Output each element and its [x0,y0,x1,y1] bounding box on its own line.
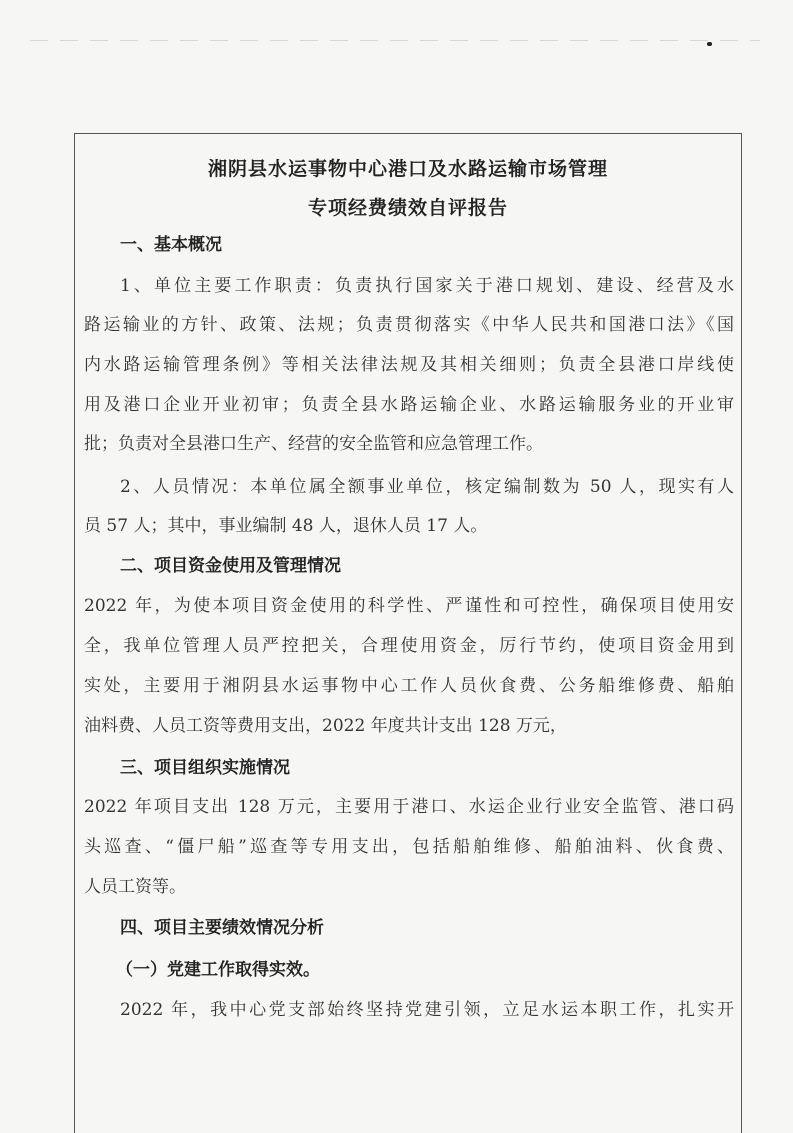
paragraph-line: 内水路运输管理条例》等相关法律法规及其相关细则；负责全县港口岸线使 [84,355,734,375]
section-heading-performance-analysis: 四、项目主要绩效情况分析 [120,918,324,938]
paragraph-line: 全，我单位管理人员严控把关，合理使用资金，厉行节约，使项目资金用到 [84,636,734,656]
document-title-line-1: 湘阴县水运事物中心港口及水路运输市场管理 [207,158,608,180]
section-heading-implementation: 三、项目组织实施情况 [120,758,290,778]
paragraph-line: 头巡查、“僵尸船”巡查等专用支出，包括船舶维修、船舶油料、伙食费、 [84,837,734,857]
paragraph-line: 2022 年项目支出 128 万元，主要用于港口、水运企业行业安全监管、港口码 [84,797,734,817]
section-heading-basic-overview: 一、基本概况 [120,235,222,255]
paragraph-line: 实处，主要用于湘阴县水运事物中心工作人员伙食费、公务船维修费、船舶 [84,676,734,696]
document-title-line-2: 专项经费绩效自评报告 [307,197,508,219]
paragraph-line: 批；负责对全县港口生产、经营的安全监管和应急管理工作。 [84,434,543,454]
paragraph-line: 1、单位主要工作职责：负责执行国家关于港口规划、建设、经营及水 [120,276,734,296]
paragraph-line: 2022 年，为使本项目资金使用的科学性、严谨性和可控性，确保项目使用安 [84,596,734,616]
paragraph-line: 员 57 人；其中，事业编制 48 人，退休人员 17 人。 [84,516,488,536]
scan-artifact-dot [707,42,712,46]
section-heading-fund-usage: 二、项目资金使用及管理情况 [120,556,341,576]
paragraph-line: 用及港口企业开业初审；负责全县水路运输企业、水路运输服务业的开业审 [84,395,734,415]
paragraph-line: 人员工资等。 [84,877,186,897]
paragraph-line: 油料费、人员工资等费用支出，2022 年度共计支出 128 万元， [84,716,567,736]
paragraph-line: 路运输业的方针、政策、法规；负责贯彻落实《中华人民共和国港口法》《国 [84,315,734,335]
scan-artifact-line [30,40,760,41]
paragraph-line: 2022 年，我中心党支部始终坚持党建引领，立足水运本职工作，扎实开 [120,1000,734,1020]
subsection-heading-party-building: （一）党建工作取得实效。 [116,960,320,980]
paragraph-line: 2、人员情况：本单位属全额事业单位，核定编制数为 50 人，现实有人 [120,477,734,497]
